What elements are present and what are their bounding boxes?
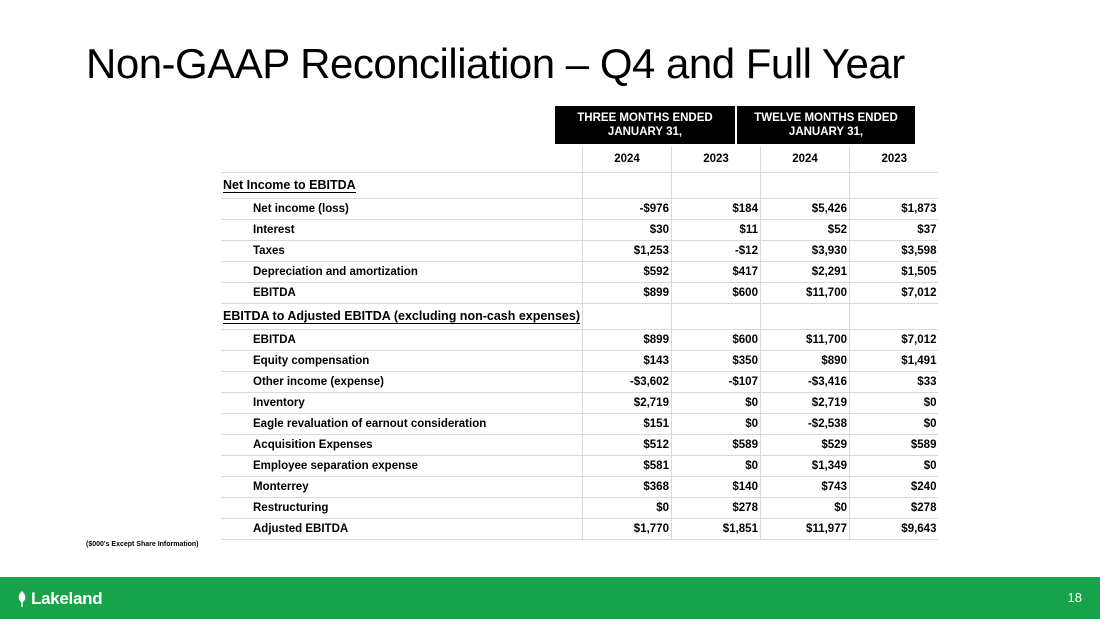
value-cell: $600	[671, 329, 760, 350]
page-number: 18	[1067, 590, 1082, 605]
year-header-cell: 2023	[671, 146, 760, 172]
value-cell: $140	[671, 476, 760, 497]
value-cell: $7,012	[849, 282, 938, 303]
table-row	[221, 497, 938, 518]
table-row	[221, 282, 938, 303]
empty-cell	[760, 303, 849, 329]
value-cell: $1,505	[849, 261, 938, 282]
row-label: Adjusted EBITDA	[221, 518, 582, 539]
value-cell: $143	[582, 350, 671, 371]
section-title: EBITDA to Adjusted EBITDA (excluding non-cash expenses)	[223, 309, 580, 323]
row-label: Other income (expense)	[221, 371, 582, 392]
value-cell: $0	[671, 392, 760, 413]
year-header-cell: 2024	[760, 146, 849, 172]
table-row	[221, 371, 938, 392]
value-cell: $350	[671, 350, 760, 371]
table-row	[221, 476, 938, 497]
row-label: Interest	[221, 219, 582, 240]
table-row	[221, 392, 938, 413]
table-row	[221, 518, 938, 539]
value-cell: $1,349	[760, 455, 849, 476]
row-label: Equity compensation	[221, 350, 582, 371]
section-title-cell	[221, 303, 582, 329]
value-cell: $2,719	[760, 392, 849, 413]
value-cell: $0	[671, 455, 760, 476]
row-label: Monterrey	[221, 476, 582, 497]
value-cell: $743	[760, 476, 849, 497]
value-cell: $278	[671, 497, 760, 518]
empty-cell	[849, 303, 938, 329]
value-cell: $2,719	[582, 392, 671, 413]
value-cell: -$12	[671, 240, 760, 261]
value-cell: -$3,602	[582, 371, 671, 392]
value-cell: $240	[849, 476, 938, 497]
section-header-row	[221, 172, 938, 198]
value-cell: $1,770	[582, 518, 671, 539]
value-cell: $581	[582, 455, 671, 476]
value-cell: -$2,538	[760, 413, 849, 434]
value-cell: $11,977	[760, 518, 849, 539]
row-label: Depreciation and amortization	[221, 261, 582, 282]
empty-cell	[760, 172, 849, 198]
value-cell: $11,700	[760, 282, 849, 303]
twelve-months-header: TWELVE MONTHS ENDED JANUARY 31,	[737, 106, 915, 144]
reconciliation-table	[221, 146, 938, 540]
value-cell: $278	[849, 497, 938, 518]
table-row	[221, 261, 938, 282]
value-cell: $9,643	[849, 518, 938, 539]
row-label: Net income (loss)	[221, 198, 582, 219]
value-cell: $33	[849, 371, 938, 392]
value-cell: $3,930	[760, 240, 849, 261]
value-cell: $0	[582, 497, 671, 518]
value-cell: $0	[849, 455, 938, 476]
value-cell: $0	[849, 413, 938, 434]
table-row	[221, 455, 938, 476]
empty-cell	[582, 303, 671, 329]
leaf-icon	[16, 591, 28, 607]
value-cell: $52	[760, 219, 849, 240]
units-footnote: ($000's Except Share Information)	[86, 541, 199, 548]
row-label: Taxes	[221, 240, 582, 261]
value-cell: -$3,416	[760, 371, 849, 392]
value-cell: $592	[582, 261, 671, 282]
row-label: Restructuring	[221, 497, 582, 518]
value-cell: $184	[671, 198, 760, 219]
logo-text: Lakeland	[31, 589, 103, 608]
three-months-header: THREE MONTHS ENDED JANUARY 31,	[555, 106, 735, 144]
value-cell: $417	[671, 261, 760, 282]
value-cell: $1,851	[671, 518, 760, 539]
value-cell: $1,253	[582, 240, 671, 261]
value-cell: $0	[671, 413, 760, 434]
value-cell: $2,291	[760, 261, 849, 282]
value-cell: $589	[671, 434, 760, 455]
empty-cell	[671, 303, 760, 329]
table-row	[221, 219, 938, 240]
row-label: Acquisition Expenses	[221, 434, 582, 455]
value-cell: $589	[849, 434, 938, 455]
row-label: Eagle revaluation of earnout consideration	[221, 413, 582, 434]
value-cell: $1,873	[849, 198, 938, 219]
slide-footer	[0, 577, 1100, 619]
year-header-spacer	[221, 146, 582, 172]
lakeland-logo	[16, 589, 102, 609]
value-cell: -$107	[671, 371, 760, 392]
row-label: EBITDA	[221, 329, 582, 350]
value-cell: $11	[671, 219, 760, 240]
value-cell: -$976	[582, 198, 671, 219]
value-cell: $512	[582, 434, 671, 455]
table-row	[221, 329, 938, 350]
value-cell: $368	[582, 476, 671, 497]
empty-cell	[582, 172, 671, 198]
value-cell: $0	[849, 392, 938, 413]
value-cell: $151	[582, 413, 671, 434]
section-header-row	[221, 303, 938, 329]
year-header-row	[221, 146, 938, 172]
row-label: Inventory	[221, 392, 582, 413]
value-cell: $899	[582, 282, 671, 303]
value-cell: $1,491	[849, 350, 938, 371]
value-cell: $899	[582, 329, 671, 350]
table-row	[221, 413, 938, 434]
row-label: EBITDA	[221, 282, 582, 303]
slide-title: Non-GAAP Reconciliation – Q4 and Full Year	[86, 40, 905, 87]
section-title: Net Income to EBITDA	[223, 178, 356, 192]
value-cell: $7,012	[849, 329, 938, 350]
table-row	[221, 350, 938, 371]
value-cell: $30	[582, 219, 671, 240]
value-cell: $529	[760, 434, 849, 455]
table-row	[221, 434, 938, 455]
value-cell: $890	[760, 350, 849, 371]
empty-cell	[671, 172, 760, 198]
section-title-cell	[221, 172, 582, 198]
table-row	[221, 240, 938, 261]
empty-cell	[849, 172, 938, 198]
value-cell: $11,700	[760, 329, 849, 350]
table-row	[221, 198, 938, 219]
value-cell: $37	[849, 219, 938, 240]
reconciliation-table-body	[221, 146, 938, 539]
value-cell: $5,426	[760, 198, 849, 219]
row-label: Employee separation expense	[221, 455, 582, 476]
value-cell: $600	[671, 282, 760, 303]
value-cell: $3,598	[849, 240, 938, 261]
value-cell: $0	[760, 497, 849, 518]
year-header-cell: 2023	[849, 146, 938, 172]
year-header-cell: 2024	[582, 146, 671, 172]
